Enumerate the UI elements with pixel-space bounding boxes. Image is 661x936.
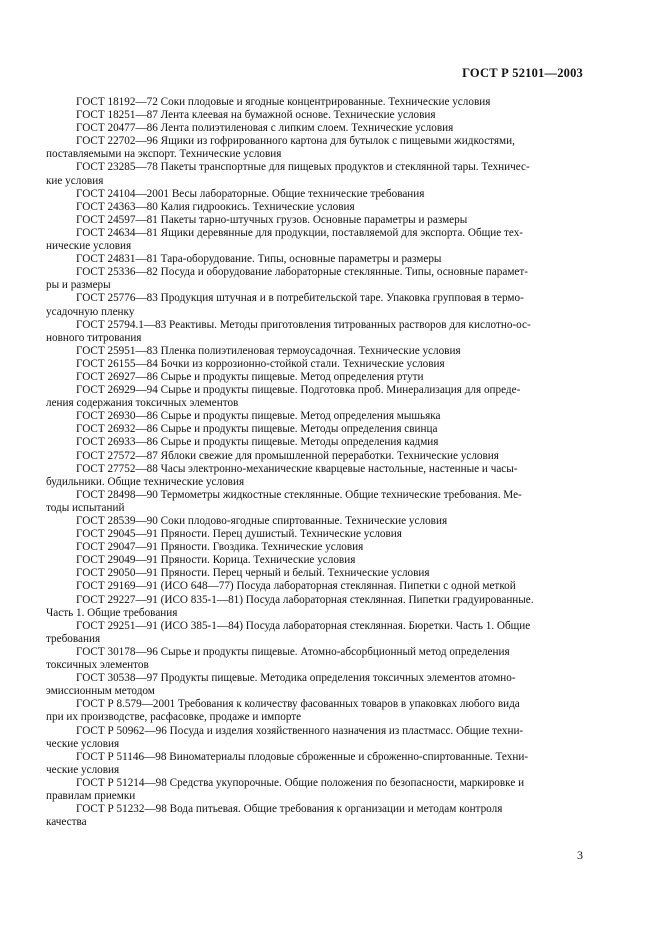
reference-entry xyxy=(76,188,582,201)
reference-continuation-line: ления содержания токсичных элементов xyxy=(46,397,239,410)
reference-line: ГОСТ 24831—81 Тара-оборудование. Типы, основные параметры и размеры xyxy=(76,253,442,266)
reference-line: ГОСТ 25336—82 Посуда и оборудование лабораторные стеклянные. Типы, основные парамет- xyxy=(76,266,528,279)
normative-references-list xyxy=(46,96,582,829)
reference-continuation-line: правилам приемки xyxy=(46,789,136,802)
reference-line: ГОСТ 28539—90 Соки плодово-ягодные спиртованные. Технические условия xyxy=(76,515,448,527)
reference-line: ГОСТ 29047—91 Пряности. Гвоздика. Технические условия xyxy=(76,541,364,554)
reference-entry xyxy=(76,122,582,135)
reference-entry xyxy=(46,776,582,803)
reference-entry xyxy=(76,410,582,423)
reference-entry xyxy=(76,96,582,109)
reference-entry xyxy=(76,358,582,371)
reference-continuation-line: нические условия xyxy=(46,240,132,253)
reference-entry xyxy=(46,593,582,620)
reference-entry xyxy=(76,450,582,463)
reference-continuation-line: усадочную пленку xyxy=(46,305,135,318)
reference-continuation-line: Часть 1. Общие требования xyxy=(46,606,178,619)
reference-continuation-line: кие условия xyxy=(46,174,104,187)
reference-line: ГОСТ Р 8.579—2001 Требования к количеству фасованных товаров в упаковках любого вида xyxy=(76,698,520,711)
reference-entry xyxy=(76,109,582,122)
reference-line: ГОСТ 23285—78 Пакеты транспортные для пищевых продуктов и стеклянной тары. Техничес- xyxy=(76,161,530,174)
reference-line: ГОСТ Р 51232—98 Вода питьевая. Общие требования к организации и методам контроля xyxy=(76,803,503,816)
reference-line: ГОСТ 29050—91 Пряности. Перец черный и белый. Технические условия xyxy=(76,567,430,580)
reference-line: ГОСТ 25794.1—83 Реактивы. Методы приготовления титрованных растворов для кислотно-ос- xyxy=(76,318,531,331)
reference-entry xyxy=(76,201,582,214)
reference-line: ГОСТ 29045—91 Пряности. Перец душистый. Технические условия xyxy=(76,528,402,541)
reference-line: ГОСТ Р 51214—98 Средства укупорочные. Общие положения по безопасности, маркировке и xyxy=(76,776,525,789)
page-number: 3 xyxy=(577,848,583,862)
reference-line: ГОСТ 26929—94 Сырье и продукты пищевые. Подготовка проб. Минерализация для опреде- xyxy=(76,384,521,397)
reference-line: ГОСТ 29227—91 (ИСО 835-1—81) Посуда лабораторная стеклянная. Пипетки градуированные. xyxy=(76,593,534,606)
reference-line: ГОСТ 29251—91 (ИСО 385-1—84) Посуда лабораторная стеклянная. Бюретки. Часть 1. Общие xyxy=(76,619,531,632)
reference-entry xyxy=(46,462,582,489)
reference-entry xyxy=(46,750,582,777)
reference-line: ГОСТ Р 51146—98 Виноматериалы плодовые сброженные и сброженно-спиртованные. Техни- xyxy=(76,750,529,763)
reference-entry xyxy=(76,554,582,567)
reference-continuation-line: ческие условия xyxy=(46,737,120,750)
reference-continuation-line: ческие условия xyxy=(46,763,120,776)
reference-entry xyxy=(46,645,582,672)
reference-line: ГОСТ 30538—97 Продукты пищевые. Методика определения токсичных элементов атомно- xyxy=(76,672,516,685)
reference-entry xyxy=(46,318,582,345)
reference-line: ГОСТ 28498—90 Термометры жидкостные стеклянные. Общие технические требования. Ме- xyxy=(76,488,522,501)
reference-entry xyxy=(76,567,582,580)
reference-line: ГОСТ 29049—91 Пряности. Корица. Технические условия xyxy=(76,554,356,567)
reference-entry xyxy=(76,423,582,436)
reference-entry xyxy=(76,253,582,266)
reference-continuation-line: эмиссионным методом xyxy=(46,685,155,698)
reference-entry xyxy=(76,436,582,449)
reference-line: ГОСТ 20477—86 Лента полиэтиленовая с липким слоем. Технические условия xyxy=(76,122,454,135)
reference-line: ГОСТ 26155—84 Бочки из коррозионно-стойкой стали. Технические условия xyxy=(76,357,445,370)
reference-entry xyxy=(76,371,582,384)
reference-continuation-line: качества xyxy=(46,816,87,829)
reference-entry xyxy=(46,292,582,318)
reference-line: ГОСТ 27752—88 Часы электронно-механические кварцевые настольные, настенные и часы- xyxy=(76,462,518,475)
reference-continuation-line: требования xyxy=(46,632,101,645)
reference-line: ГОСТ 27572—87 Яблоки свежие для промышленной переработки. Технические условия xyxy=(76,449,499,462)
reference-entry xyxy=(46,161,582,187)
reference-continuation-line: новного титрования xyxy=(46,331,142,344)
reference-line: ГОСТ 26927—86 Сырье и продукты пищевые. Метод определения ртути xyxy=(76,370,424,383)
reference-line: ГОСТ 24363—80 Калия гидроокись. Технические условия xyxy=(76,200,355,213)
reference-line: ГОСТ 30178—96 Сырье и продукты пищевые. Атомно-абсорбционный метод определения xyxy=(76,645,510,658)
reference-continuation-line: будильники. Общие технические условия xyxy=(46,475,245,488)
reference-continuation-line: поставляемыми на экспорт. Технические условия xyxy=(46,148,282,161)
reference-line: ГОСТ Р 50962—96 Посуда и изделия хозяйственного назначения из пластмасс. Общие техни- xyxy=(76,724,524,737)
reference-line: ГОСТ 18192—72 Соки плодовые и ягодные концентрированные. Технические условия xyxy=(76,96,491,108)
reference-entry xyxy=(46,384,582,410)
reference-entry xyxy=(76,528,582,541)
reference-continuation-line: токсичных элементов xyxy=(46,659,149,672)
reference-entry xyxy=(76,345,582,358)
reference-line: ГОСТ 22702—96 Ящики из гофрированного картона для бутылок с пищевыми жидкостями, xyxy=(76,135,515,148)
reference-line: ГОСТ 24597—81 Пакеты тарно-штучных грузов. Основные параметры и размеры xyxy=(76,213,468,226)
reference-entry xyxy=(46,724,582,751)
reference-line: ГОСТ 26933—86 Сырье и продукты пищевые. Методы определения кадмия xyxy=(76,436,439,449)
reference-line: ГОСТ 25951—83 Пленка полиэтиленовая термоусадочная. Технические условия xyxy=(76,344,461,357)
reference-entry xyxy=(46,266,582,292)
reference-entry xyxy=(46,672,582,698)
reference-entry xyxy=(76,515,582,528)
reference-line: ГОСТ 29169—91 (ИСО 648—77) Посуда лабораторная стеклянная. Пипетки с одной меткой xyxy=(76,580,516,593)
reference-line: ГОСТ 24634—81 Ящики деревянные для продукции, поставляемой для экспорта. Общие тех- xyxy=(76,226,524,239)
reference-entry xyxy=(46,226,582,253)
reference-entry xyxy=(46,135,582,161)
reference-line: ГОСТ 26932—86 Сырье и продукты пищевые. Методы определения свинца xyxy=(76,423,438,436)
reference-line: ГОСТ 25776—83 Продукция штучная и в потребительской таре. Упаковка групповая в термо- xyxy=(76,292,524,305)
reference-line: ГОСТ 26930—86 Сырье и продукты пищевые. Метод определения мышьяка xyxy=(76,410,441,423)
reference-entry xyxy=(76,214,582,227)
reference-continuation-line: тоды испытаний xyxy=(46,501,125,514)
reference-entry xyxy=(76,580,582,593)
reference-continuation-line: ры и размеры xyxy=(46,279,111,292)
reference-line: ГОСТ 24104—2001 Весы лабораторные. Общие технические требования xyxy=(76,187,425,200)
reference-line: ГОСТ 18251—87 Лента клеевая на бумажной основе. Технические условия xyxy=(76,109,436,122)
reference-entry xyxy=(46,619,582,646)
reference-entry xyxy=(46,698,582,724)
reference-entry xyxy=(46,803,582,829)
document-code-header: ГОСТ Р 52101—2003 xyxy=(462,66,583,80)
reference-entry xyxy=(46,488,582,515)
reference-entry xyxy=(76,541,582,554)
reference-continuation-line: при их производстве, расфасовке, продаже и импорте xyxy=(46,711,302,724)
